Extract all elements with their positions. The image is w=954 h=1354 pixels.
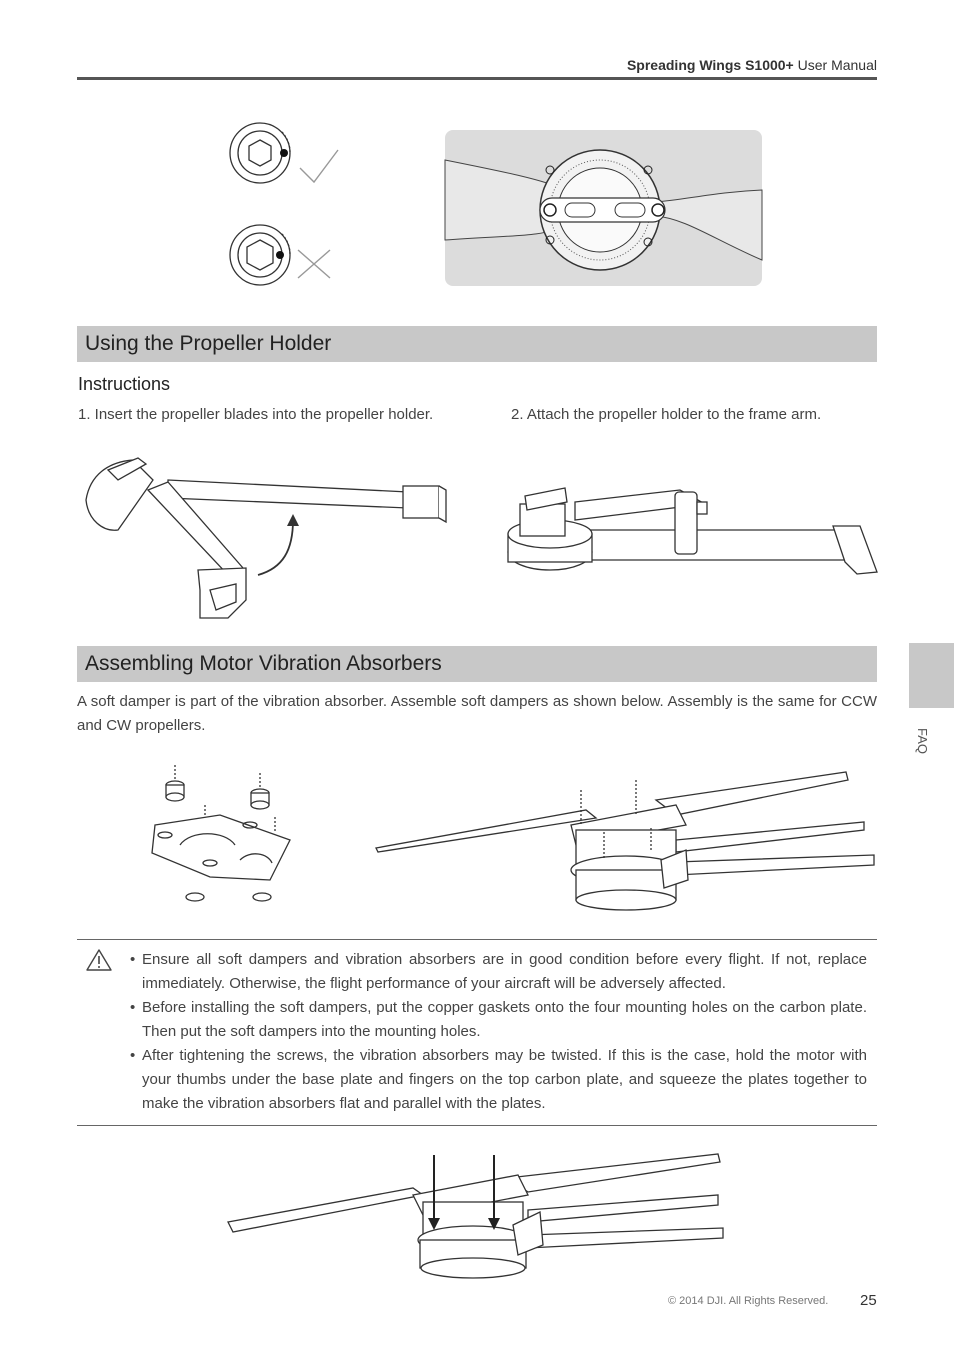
motor-squeeze-illustration [228,1150,728,1285]
section-title-propeller-holder: Using the Propeller Holder [77,326,877,362]
warning-bottom-rule [77,1125,877,1126]
cross-mark-icon [296,248,332,280]
vibration-intro-paragraph: A soft damper is part of the vibration absorber. Assemble soft dampers as shown below. Assembly is the same for CCW and CW propellers. [77,693,877,734]
damper-exploded-illustration [150,765,295,905]
step2-illustration [505,482,885,582]
check-mark-icon [298,148,340,186]
warning-triangle-icon [86,948,112,972]
motor-assembly-illustration [376,770,876,915]
side-tab-faq[interactable] [909,643,954,708]
warning-item: • Before installing the soft dampers, put the copper gaskets onto the four mounting holes on the carbon plate. Then put the soft dampers into the mounting holes. [130,996,867,1044]
step-2-text: 2. Attach the propeller holder to the frame arm. [511,406,822,423]
running-header [627,57,877,73]
header-rule [77,77,877,80]
warning-top-rule [77,939,877,940]
subhead-instructions: Instructions [78,374,171,394]
warning-item: • After tightening the screws, the vibration absorbers may be twisted. If this is the case, hold the motor with your thumbs under the base plate and fingers on the top carbon plate, and squeeze the plates together to make the vibration absorbers flat and parallel with the plates. [130,1044,867,1116]
propeller-mount-photo [445,130,762,286]
warning-list [130,948,867,1116]
step-1-text: 1. Insert the propeller blades into the propeller holder. [78,406,434,423]
step1-illustration [78,450,448,625]
warning-item: • Ensure all soft dampers and vibration absorbers are in good condition before every flight. If not, replace immediately. Otherwise, the flight performance of your aircraft will be adversely affected. [130,948,867,996]
screw-incorrect-illustration [222,222,352,292]
page-number: 25 [860,1292,877,1309]
header-doc: User Manual [797,57,877,73]
section-title-vibration-absorbers: Assembling Motor Vibration Absorbers [77,646,877,682]
footer-copyright: © 2014 DJI. All Rights Reserved. [668,1295,829,1307]
header-product: Spreading Wings S1000+ [626,57,794,73]
side-tab-label: FAQ [915,728,930,755]
